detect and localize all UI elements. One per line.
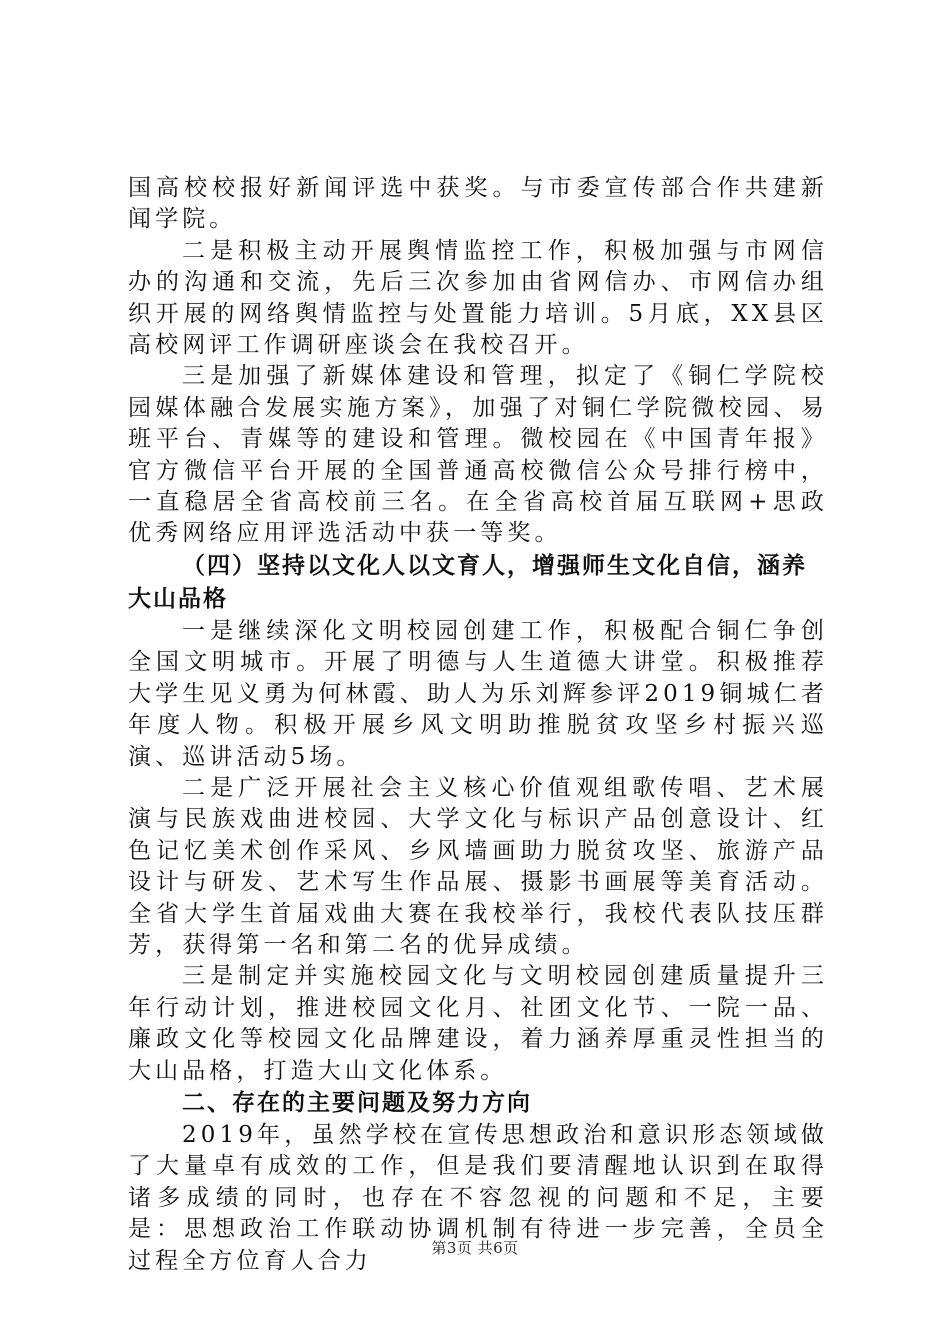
paragraph-problems: 2019年，虽然学校在宣传思想政治和意识形态领域做了大量卓有成效的工作，但是我们要清醒地认识到在取得诸多成绩的同时，也存在不容忽视的问题和不足，主要是：思想政治工作联动协调机制有待进一步完善，全员全过程全方位育人合力 [128,1121,828,1274]
paragraph-new-media: 三是加强了新媒体建设和管理，拟定了《铜仁学院校园媒体融合发展实施方案》，加强了对铜仁学院微校园、易班平台、青媒等的建设和管理。微校园在《中国青年报》官方微信平台开展的全国普通高校微信公众号排行榜中，一直稳居全省高校前三名。在全省高校首届互联网+思政优秀网络应用评选活动中获一等奖。 [128,363,828,547]
paragraph-opinion-monitoring: 二是积极主动开展舆情监控工作，积极加强与市网信办的沟通和交流，先后三次参加由省网信办、市网信办组织开展的网络舆情监控与处置能力培训。5月底，XX县区高校网评工作调研座谈会在我校召开。 [128,237,828,359]
paragraph-culture-plan: 三是制定并实施校园文化与文明校园创建质量提升三年行动计划，推进校园文化月、社团文化节、一院一品、廉政文化等校园文化品牌建设，着力涵养厚重灵性担当的大山品格，打造大山文化体系。 [128,963,828,1084]
paragraph-aesthetic-activities: 二是广泛开展社会主义核心价值观组歌传唱、艺术展演与民族戏曲进校园、大学文化与标识产品创意设计、红色记忆美术创作采风、乡风墙画助力脱贫攻坚、旅游产品设计与研发、艺术写生作品展、摄影书画展等美育活动。全省大学生首届戏曲大赛在我校举行，我校代表队技压群芳，获得第一名和第二名的优异成绩。 [128,774,828,958]
section-heading-culture: （四）坚持以文化人以文育人，增强师生文化自信，涵养大山品格 [128,552,807,612]
document-body [128,173,828,1277]
paragraph-continuation: 国高校校报好新闻评选中获奖。与市委宣传部合作共建新闻学院。 [128,175,828,233]
paragraph-civilized-campus: 一是继续深化文明校园创建工作，积极配合铜仁争创全国文明城市。开展了明德与人生道德大讲堂。积极推荐大学生见义勇为何林霞、助人为乐刘辉参评2019铜城仁者年度人物。积极开展乡风文明助推脱贫攻坚乡村振兴巡演、巡讲活动5场。 [128,617,828,770]
section-heading-problems: 二、存在的主要问题及努力方向 [182,1089,532,1116]
page-number-footer: 第3页 共6页 [431,1239,519,1257]
